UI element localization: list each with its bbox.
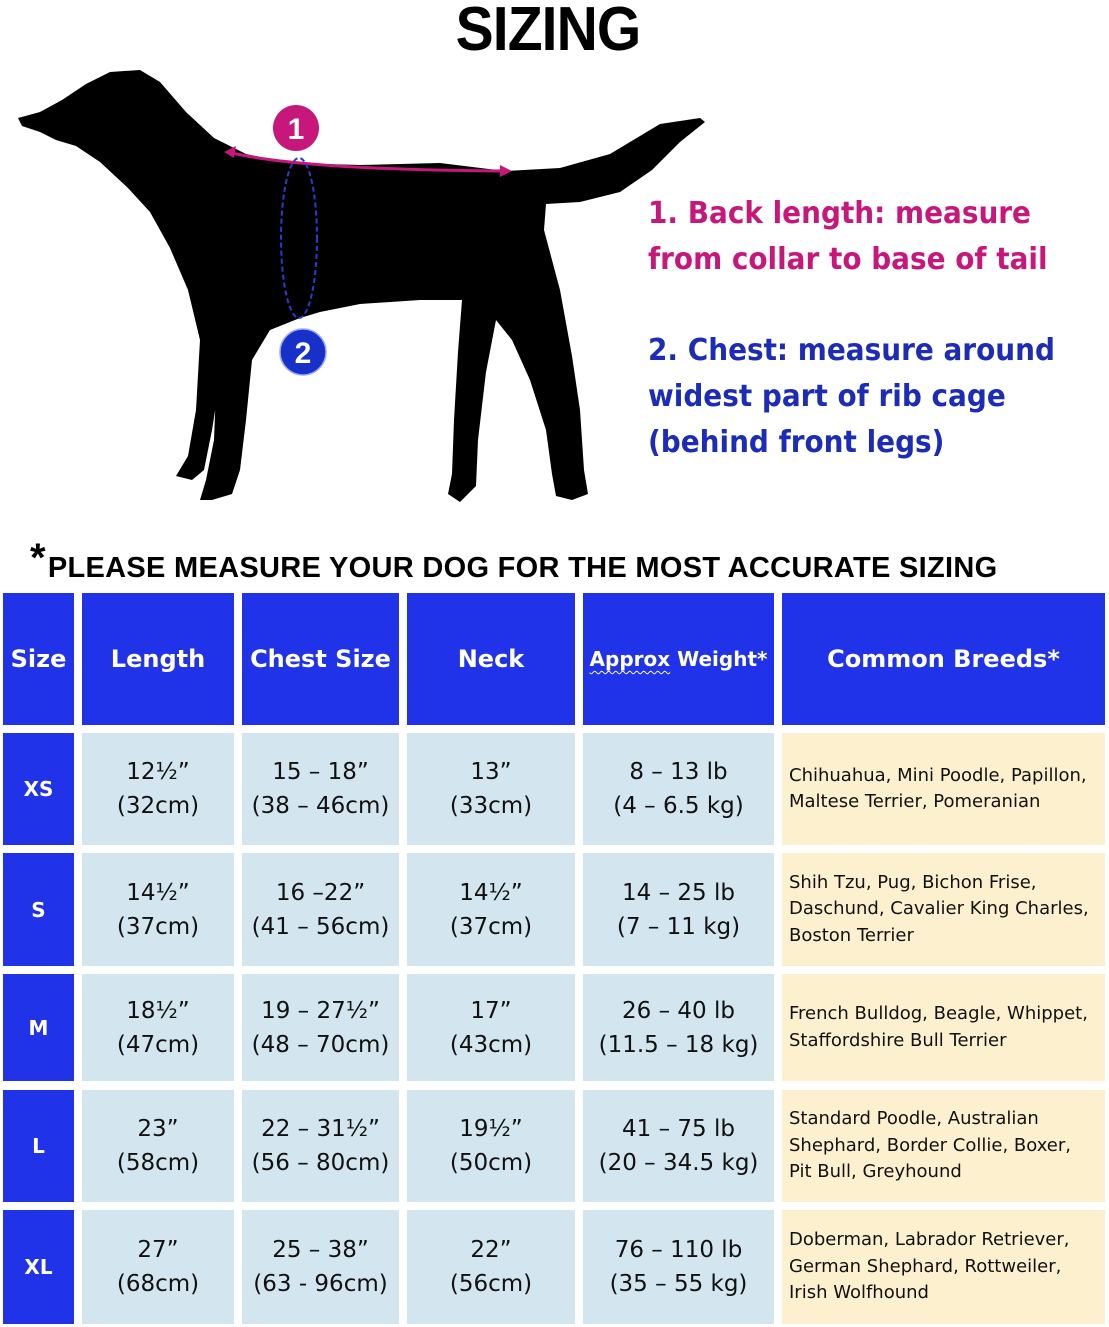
chest-line: 22 – 31½”: [261, 1116, 380, 1142]
length-line: (47cm): [116, 1031, 200, 1058]
size-cell: XL: [3, 1210, 74, 1324]
neck-line: (43cm): [449, 1031, 533, 1058]
length-line: (32cm): [116, 793, 200, 819]
chest-line: 19 – 27½”: [261, 997, 380, 1024]
dog-measurement-diagram: [0, 60, 720, 520]
neck-cell: [407, 733, 575, 845]
page-title: SIZING: [455, 0, 641, 64]
weight-line: 26 – 40 lb: [622, 997, 735, 1024]
breeds-line: Chihuahua, Mini Poodle, Papillon,: [789, 764, 1087, 786]
length-line: (37cm): [116, 913, 200, 940]
column-header-label: Size: [10, 645, 67, 673]
length-cell: [82, 974, 234, 1081]
neck-line: (37cm): [449, 913, 533, 940]
weight-line: 14 – 25 lb: [622, 879, 735, 906]
chest-instruction: [648, 328, 1055, 466]
length-cell: [82, 1210, 234, 1324]
chest-line: (56 – 80cm): [251, 1150, 390, 1176]
column-header-label: Neck: [457, 645, 525, 673]
weight-line: (4 – 6.5 kg): [613, 793, 744, 819]
column-header-length: [82, 593, 234, 725]
chest-line-3: (behind front legs): [648, 425, 945, 460]
approx-word: Approx: [589, 647, 671, 671]
chest-cell: [242, 1210, 399, 1324]
chest-line-1: 2. Chest: measure around: [648, 333, 1055, 368]
chest-line-2: widest part of rib cage: [648, 379, 1006, 414]
breeds-line: Shih Tzu, Pug, Bichon Frise,: [789, 871, 1037, 893]
marker-2-label: 2: [294, 337, 312, 370]
breeds-line: German Shephard, Rottweiler,: [789, 1255, 1062, 1277]
chest-line: (41 – 56cm): [251, 913, 390, 940]
length-cell: [82, 1090, 234, 1202]
length-cell: [82, 733, 234, 845]
length-line: 14½”: [126, 879, 190, 906]
breeds-cell: [782, 1090, 1105, 1202]
length-line: 27”: [137, 1237, 179, 1263]
chest-line: 16 –22”: [275, 879, 366, 906]
breeds-line: Irish Wolfhound: [789, 1282, 929, 1304]
weight-line: (11.5 – 18 kg): [598, 1031, 759, 1058]
chest-cell: [242, 974, 399, 1081]
neck-line: (33cm): [449, 793, 533, 819]
measure-notice: [30, 536, 997, 585]
breeds-line: Boston Terrier: [789, 924, 914, 946]
neck-cell: [407, 974, 575, 1081]
weight-cell: [583, 1090, 774, 1202]
weight-cell: [583, 733, 774, 845]
neck-line: 19½”: [459, 1116, 523, 1142]
column-header-chest: [242, 593, 399, 725]
asterisk-icon: *: [30, 536, 46, 580]
column-header-label: Common Breeds*: [827, 645, 1060, 673]
chest-line: (48 – 70cm): [251, 1031, 390, 1058]
back-length-line-1: 1. Back length: measure: [648, 196, 1031, 231]
back-length-instruction: [648, 191, 1048, 283]
breeds-line: Daschund, Cavalier King Charles,: [789, 898, 1089, 920]
chest-cell: [242, 853, 399, 966]
neck-line: (56cm): [449, 1271, 533, 1297]
weight-line: 76 – 110 lb: [614, 1237, 743, 1263]
breeds-line: Staffordshire Bull Terrier: [789, 1029, 1007, 1051]
chest-line: (38 – 46cm): [251, 793, 390, 819]
breeds-line: Shephard, Border Collie, Boxer,: [789, 1134, 1071, 1156]
neck-line: 14½”: [459, 879, 523, 906]
dog-silhouette: [18, 70, 705, 502]
length-line: 12½”: [126, 759, 190, 785]
column-header-neck: [407, 593, 575, 725]
size-cell: L: [3, 1090, 74, 1202]
length-line: 18½”: [126, 997, 190, 1024]
breeds-line: Pit Bull, Greyhound: [789, 1161, 962, 1183]
column-header-label: Length: [110, 645, 206, 673]
length-line: (68cm): [116, 1271, 200, 1297]
neck-line: 22”: [470, 1237, 512, 1263]
size-cell: M: [3, 974, 74, 1081]
breeds-cell: [782, 974, 1105, 1081]
column-header-label: Chest Size: [250, 645, 391, 673]
neck-line: 13”: [470, 759, 512, 785]
size-cell: XS: [3, 733, 74, 845]
length-line: 23”: [137, 1116, 179, 1142]
weight-cell: [583, 974, 774, 1081]
chest-cell: [242, 733, 399, 845]
column-header-label: Approx Weight*: [589, 647, 768, 671]
breeds-cell: [782, 733, 1105, 845]
column-header-weight: [583, 593, 774, 725]
neck-cell: [407, 853, 575, 966]
length-cell: [82, 853, 234, 966]
column-header-size: [3, 593, 74, 725]
breeds-line: Doberman, Labrador Retriever,: [789, 1229, 1070, 1251]
chest-line: 25 – 38”: [272, 1237, 369, 1263]
weight-line: (35 – 55 kg): [609, 1271, 748, 1297]
breeds-line: French Bulldog, Beagle, Whippet,: [789, 1003, 1088, 1024]
marker-1-label: 1: [287, 113, 305, 146]
breeds-cell: [782, 853, 1105, 966]
back-length-line-2: from collar to base of tail: [648, 242, 1048, 277]
weight-line: (20 – 34.5 kg): [598, 1150, 759, 1176]
weight-line: (7 – 11 kg): [616, 913, 741, 940]
column-header-breeds: [782, 593, 1105, 725]
chest-line: 15 – 18”: [272, 759, 369, 785]
chest-line: (63 - 96cm): [253, 1271, 388, 1297]
neck-cell: [407, 1210, 575, 1324]
length-line: (58cm): [116, 1150, 200, 1176]
chest-cell: [242, 1090, 399, 1202]
breeds-cell: [782, 1210, 1105, 1324]
weight-cell: [583, 853, 774, 966]
measure-notice-text: PLEASE MEASURE YOUR DOG FOR THE MOST ACCURATE SIZING: [47, 552, 998, 584]
neck-line: 17”: [470, 997, 512, 1024]
weight-line: 41 – 75 lb: [622, 1116, 735, 1142]
size-cell: S: [3, 853, 74, 966]
neck-line: (50cm): [449, 1150, 533, 1176]
weight-cell: [583, 1210, 774, 1324]
neck-cell: [407, 1090, 575, 1202]
weight-line: 8 – 13 lb: [629, 759, 728, 785]
breeds-line: Maltese Terrier, Pomeranian: [789, 791, 1041, 812]
breeds-line: Standard Poodle, Australian: [789, 1108, 1039, 1130]
